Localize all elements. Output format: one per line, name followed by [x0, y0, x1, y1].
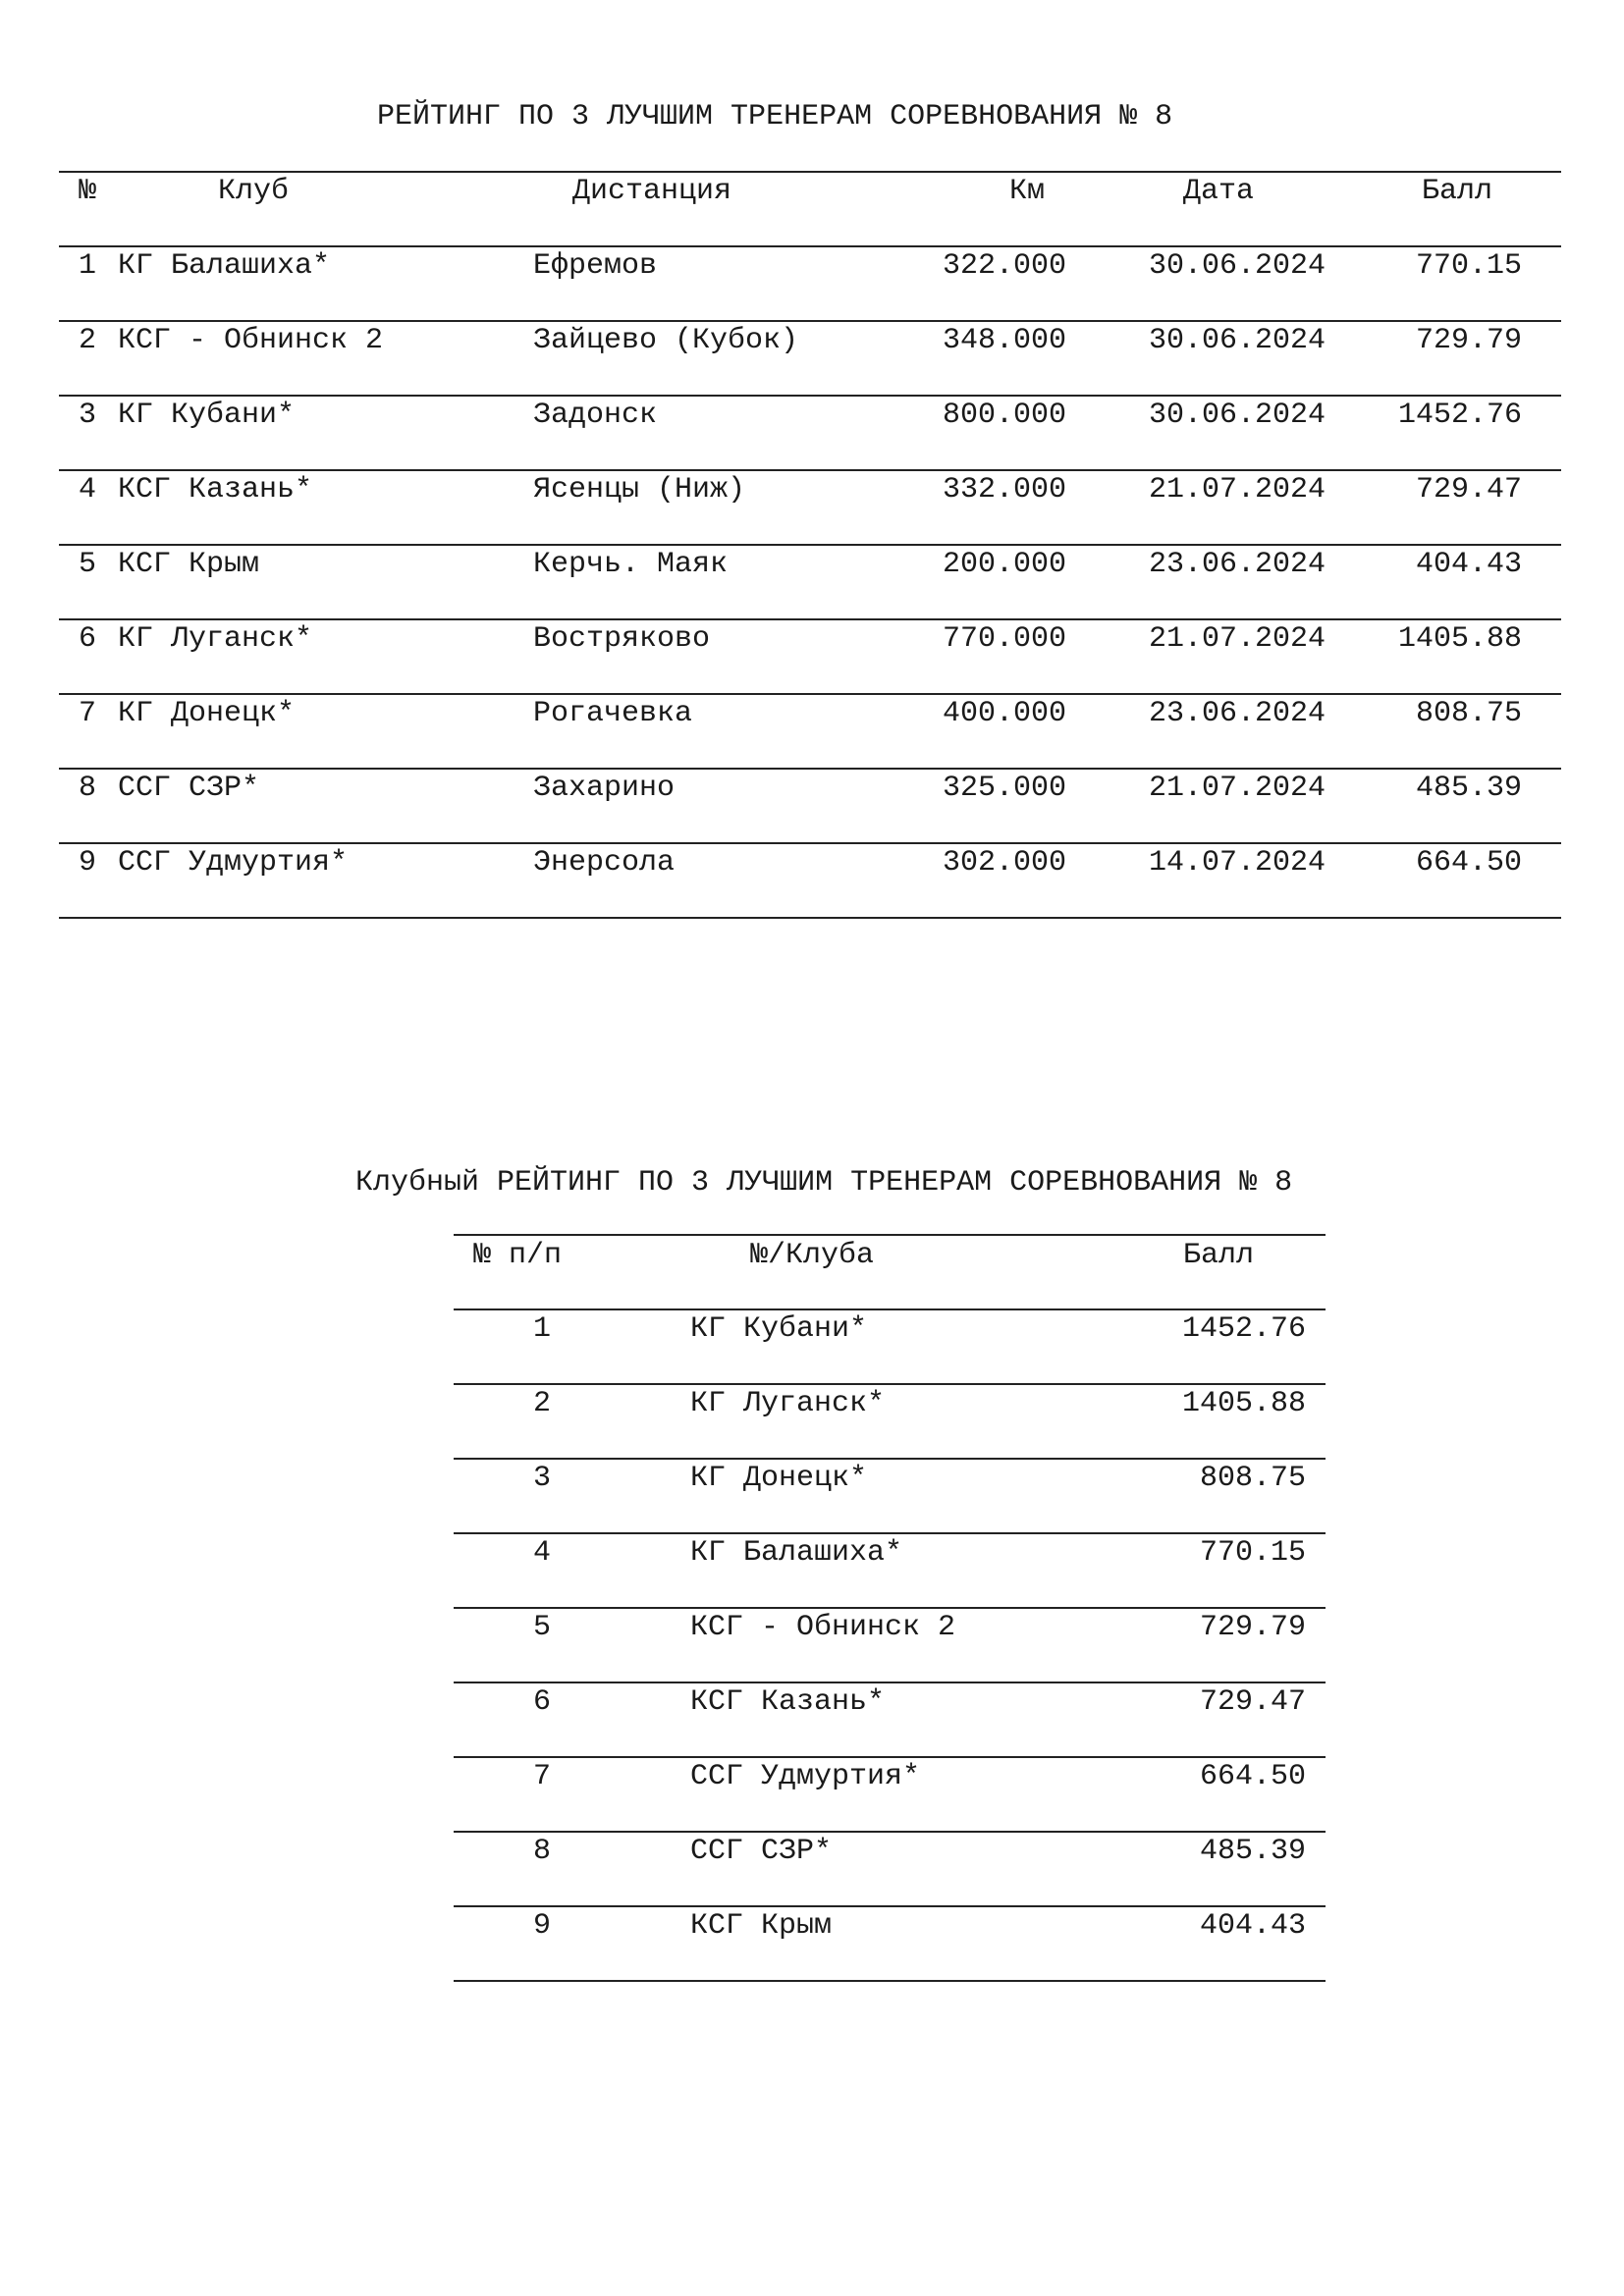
table1-cell-date: 30.06.2024 — [1148, 399, 1326, 432]
table2-cell-score: 729.47 — [1199, 1685, 1306, 1719]
table2-row-divider — [454, 1905, 1326, 1907]
table1-cell-date: 30.06.2024 — [1148, 324, 1326, 357]
table1-cell-num: 3 — [79, 399, 97, 432]
table1-cell-num: 1 — [79, 249, 97, 283]
table1-cell-km: 302.000 — [942, 846, 1066, 880]
table1-cell-km: 800.000 — [942, 399, 1066, 432]
table1-cell-date: 21.07.2024 — [1148, 473, 1326, 507]
table1-header-km: Км — [1009, 175, 1046, 208]
table2-cell-score: 1405.88 — [1181, 1387, 1306, 1420]
table1-cell-num: 4 — [79, 473, 97, 507]
table2-row-divider — [454, 1682, 1326, 1683]
table2-cell-score: 485.39 — [1199, 1835, 1306, 1868]
table1-header-date: Дата — [1183, 175, 1255, 208]
table1-cell-num: 7 — [79, 697, 97, 730]
table1-header-score: Балл — [1422, 175, 1493, 208]
table1-row-divider — [59, 842, 1561, 844]
table2-cell-score: 770.15 — [1199, 1536, 1306, 1570]
table1-cell-date: 21.07.2024 — [1148, 622, 1326, 656]
table2-row-divider — [454, 1980, 1326, 1982]
table1-cell-score: 404.43 — [1415, 548, 1522, 581]
table1-cell-club: КГ Балашиха* — [118, 249, 331, 283]
table2-cell-num: 6 — [532, 1685, 551, 1719]
table1-cell-club: КГ Луганск* — [118, 622, 313, 656]
table2-cell-club: КСГ - Обнинск 2 — [690, 1611, 956, 1644]
table1-cell-km: 200.000 — [942, 548, 1066, 581]
table1-cell-num: 6 — [79, 622, 97, 656]
table2-cell-num: 9 — [532, 1909, 551, 1943]
table1-row-divider — [59, 618, 1561, 620]
table1-cell-distance: Зайцево (Кубок) — [533, 324, 799, 357]
table1-cell-score: 1452.76 — [1397, 399, 1522, 432]
table1-cell-score: 808.75 — [1415, 697, 1522, 730]
table2-cell-num: 2 — [532, 1387, 551, 1420]
table1-row-divider — [59, 469, 1561, 471]
table2-row-divider — [454, 1458, 1326, 1460]
table2-row-divider — [454, 1532, 1326, 1534]
table1-header-distance: Дистанция — [572, 175, 732, 208]
table2-row-divider — [454, 1831, 1326, 1833]
table1-row-divider — [59, 320, 1561, 322]
table2-title: Клубный РЕЙТИНГ ПО 3 ЛУЧШИМ ТРЕНЕРАМ СОРЕВНОВАНИЯ № 8 — [355, 1166, 1293, 1200]
table1-cell-num: 2 — [79, 324, 97, 357]
table1-cell-distance: Ефремов — [533, 249, 658, 283]
table1-cell-date: 23.06.2024 — [1148, 697, 1326, 730]
table2-cell-club: ССГ Удмуртия* — [690, 1760, 921, 1793]
table2-cell-num: 3 — [532, 1462, 551, 1495]
table1-row-divider — [59, 544, 1561, 546]
table1-header-num: № — [79, 175, 97, 208]
table1-cell-km: 322.000 — [942, 249, 1066, 283]
table2-header-club: №/Клуба — [750, 1239, 875, 1272]
table2-header-num: № п/п — [473, 1239, 563, 1272]
table2-row-divider — [454, 1756, 1326, 1758]
table1-cell-club: ССГ СЗР* — [118, 772, 260, 805]
table1-cell-distance: Востряково — [533, 622, 711, 656]
table1-cell-num: 8 — [79, 772, 97, 805]
table2-header-score: Балл — [1183, 1239, 1255, 1272]
table1-cell-club: КГ Кубани* — [118, 399, 296, 432]
table1-row-divider — [59, 395, 1561, 397]
table1-cell-distance: Рогачевка — [533, 697, 693, 730]
table1-header-club: Клуб — [218, 175, 290, 208]
table1-cell-club: КСГ Казань* — [118, 473, 313, 507]
table2-cell-club: КГ Луганск* — [690, 1387, 886, 1420]
table2-cell-num: 1 — [532, 1312, 551, 1346]
table1-row-divider — [59, 245, 1561, 247]
table1-cell-date: 14.07.2024 — [1148, 846, 1326, 880]
table1-title: РЕЙТИНГ ПО 3 ЛУЧШИМ ТРЕНЕРАМ СОРЕВНОВАНИЯ № 8 — [377, 100, 1173, 133]
table2-cell-score: 404.43 — [1199, 1909, 1306, 1943]
table1-cell-date: 21.07.2024 — [1148, 772, 1326, 805]
table1-row-divider — [59, 693, 1561, 695]
table1-row-divider — [59, 917, 1561, 919]
table2-row-divider — [454, 1308, 1326, 1310]
table2-cell-score: 729.79 — [1199, 1611, 1306, 1644]
table2-cell-club: КГ Кубани* — [690, 1312, 868, 1346]
table2-cell-num: 5 — [532, 1611, 551, 1644]
table1-cell-score: 1405.88 — [1397, 622, 1522, 656]
table1-cell-score: 770.15 — [1415, 249, 1522, 283]
table1-cell-num: 5 — [79, 548, 97, 581]
table1-cell-distance: Задонск — [533, 399, 658, 432]
table1-cell-distance: Энерсола — [533, 846, 676, 880]
table2-cell-num: 4 — [532, 1536, 551, 1570]
table2-cell-num: 8 — [532, 1835, 551, 1868]
table2-cell-score: 1452.76 — [1181, 1312, 1306, 1346]
table1-cell-club: ССГ Удмуртия* — [118, 846, 349, 880]
table1-row-divider — [59, 171, 1561, 173]
table2-cell-club: КГ Донецк* — [690, 1462, 868, 1495]
table2-row-divider — [454, 1383, 1326, 1385]
table1-row-divider — [59, 768, 1561, 770]
table1-cell-score: 729.47 — [1415, 473, 1522, 507]
table2-cell-score: 664.50 — [1199, 1760, 1306, 1793]
table1-cell-km: 770.000 — [942, 622, 1066, 656]
table1-cell-club: КСГ - Обнинск 2 — [118, 324, 384, 357]
table1-cell-club: КСГ Крым — [118, 548, 260, 581]
table2-cell-club: КСГ Крым — [690, 1909, 833, 1943]
table2-cell-club: ССГ СЗР* — [690, 1835, 833, 1868]
table2-row-divider — [454, 1607, 1326, 1609]
table1-cell-num: 9 — [79, 846, 97, 880]
table1-cell-date: 30.06.2024 — [1148, 249, 1326, 283]
table1-cell-distance: Захарино — [533, 772, 676, 805]
table1-cell-club: КГ Донецк* — [118, 697, 296, 730]
table1-cell-distance: Ясенцы (Ниж) — [533, 473, 746, 507]
table1-cell-distance: Керчь. Маяк — [533, 548, 729, 581]
table1-cell-score: 664.50 — [1415, 846, 1522, 880]
table2-row-divider — [454, 1234, 1326, 1236]
table2-cell-score: 808.75 — [1199, 1462, 1306, 1495]
table2-cell-num: 7 — [532, 1760, 551, 1793]
table1-cell-km: 400.000 — [942, 697, 1066, 730]
table1-cell-km: 348.000 — [942, 324, 1066, 357]
table1-cell-km: 332.000 — [942, 473, 1066, 507]
table1-cell-date: 23.06.2024 — [1148, 548, 1326, 581]
table1-cell-km: 325.000 — [942, 772, 1066, 805]
table2-cell-club: КСГ Казань* — [690, 1685, 886, 1719]
table1-cell-score: 485.39 — [1415, 772, 1522, 805]
table1-cell-score: 729.79 — [1415, 324, 1522, 357]
table2-cell-club: КГ Балашиха* — [690, 1536, 903, 1570]
